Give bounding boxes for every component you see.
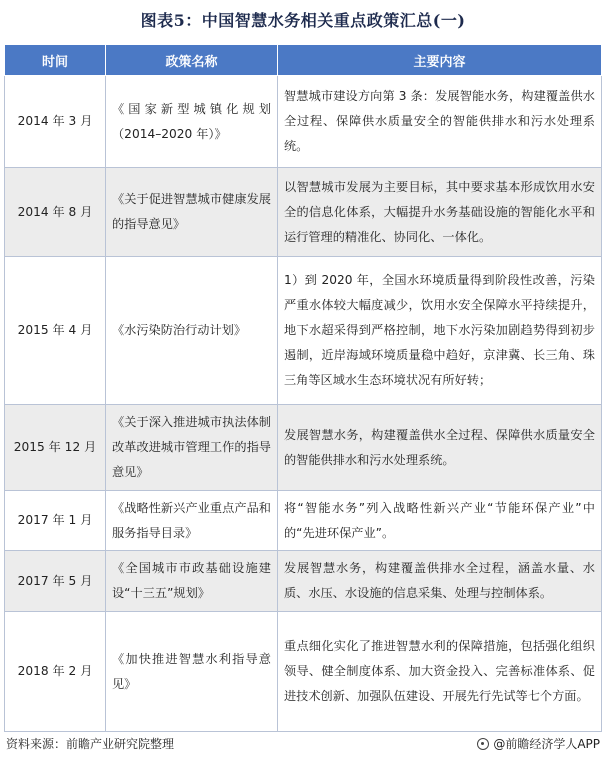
cell-content: 智慧城市建设方向第 3 条：发展智能水务，构建覆盖供水全过程、保障供水质量安全的智能供排水和污水处理系统。 [278, 76, 602, 168]
source-note: 资料来源：前瞻产业研究院整理 [6, 737, 175, 751]
cell-policy-name: 《关于促进智慧城市健康发展的指导意见》 [106, 168, 278, 257]
table-row [5, 405, 602, 491]
table-row [5, 551, 602, 612]
table-header-row [5, 45, 602, 76]
brand-label: @前瞻经济学人APP [493, 737, 600, 751]
cell-content: 以智慧城市发展为主要目标，其中要求基本形成饮用水安全的信息化体系，大幅提升水务基础设施的智能化水平和运行管理的精准化、协同化、一体化。 [278, 168, 602, 257]
cell-policy-name: 《国家新型城镇化规划（2014–2020 年）》 [106, 76, 278, 168]
cell-time: 2015 年 12 月 [5, 405, 106, 491]
table-row [5, 491, 602, 551]
header-main-content: 主要内容 [278, 45, 602, 76]
table-row [5, 76, 602, 168]
header-time: 时间 [5, 45, 106, 76]
circle-logo-icon [477, 738, 489, 750]
cell-time: 2017 年 5 月 [5, 551, 106, 612]
cell-policy-name: 《关于深入推进城市执法体制改革改进城市管理工作的指导意见》 [106, 405, 278, 491]
cell-content: 将“智能水务”列入战略性新兴产业“节能环保产业”中的“先进环保产业”。 [278, 491, 602, 551]
cell-policy-name: 《水污染防治行动计划》 [106, 257, 278, 405]
cell-policy-name: 《战略性新兴产业重点产品和服务指导目录》 [106, 491, 278, 551]
cell-content: 1）到 2020 年，全国水环境质量得到阶段性改善，污染严重水体较大幅度减少，饮用水安全保障水平持续提升，地下水超采得到严格控制，地下水污染加剧趋势得到初步遏制，近岸海域环境质量稳中趋好，京津冀、长三角、珠三角等区域水生态环境状况有所好转； [278, 257, 602, 405]
header-policy-name: 政策名称 [106, 45, 278, 76]
table-row [5, 168, 602, 257]
brand-credit [477, 735, 600, 752]
table-row [5, 612, 602, 732]
chart-title: 图表5：中国智慧水务相关重点政策汇总(一) [140, 11, 466, 30]
policy-table [4, 44, 602, 732]
cell-policy-name: 《全国城市市政基础设施建设“十三五”规划》 [106, 551, 278, 612]
cell-time: 2017 年 1 月 [5, 491, 106, 551]
cell-policy-name: 《加快推进智慧水利指导意见》 [106, 612, 278, 732]
cell-time: 2015 年 4 月 [5, 257, 106, 405]
cell-time: 2018 年 2 月 [5, 612, 106, 732]
cell-content: 发展智慧水务，构建覆盖供水全过程、保障供水质量安全的智能供排水和污水处理系统。 [278, 405, 602, 491]
cell-time: 2014 年 8 月 [5, 168, 106, 257]
cell-content: 发展智慧水务，构建覆盖供排水全过程，涵盖水量、水质、水压、水设施的信息采集、处理与控制体系。 [278, 551, 602, 612]
footer [6, 735, 600, 752]
table-row [5, 257, 602, 405]
cell-content: 重点细化实化了推进智慧水利的保障措施，包括强化组织领导、健全制度体系、加大资金投入、完善标准体系、促进技术创新、加强队伍建设、开展先行先试等七个方面。 [278, 612, 602, 732]
cell-time: 2014 年 3 月 [5, 76, 106, 168]
